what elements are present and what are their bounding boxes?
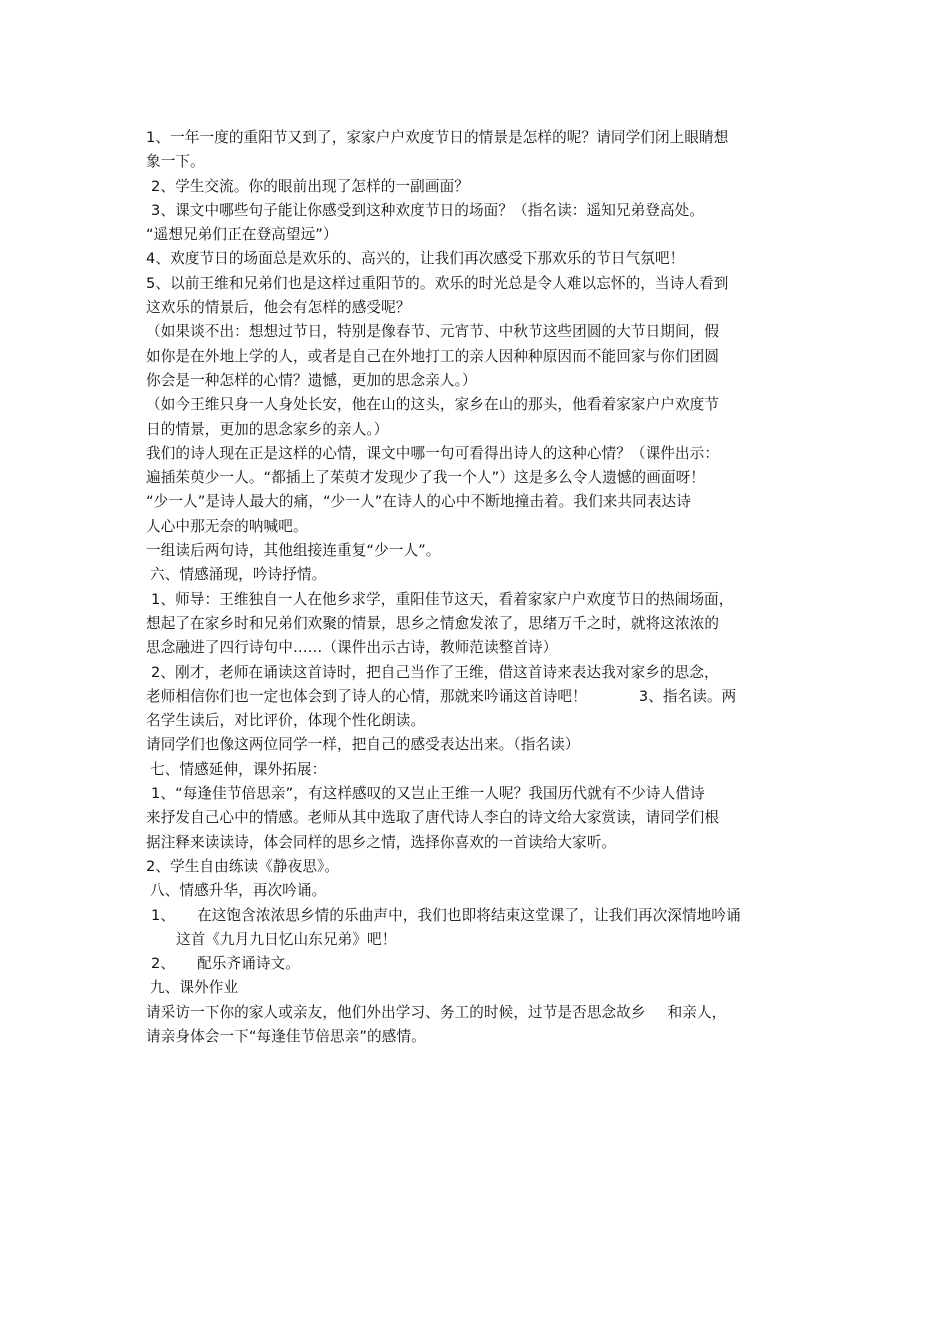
text-line: 如你是在外地上学的人，或者是自己在外地打工的亲人因种种原因而不能回家与你们团圆 <box>146 347 720 365</box>
section-heading: 六、情感涌现，吟诗抒情。 <box>150 566 327 584</box>
text-line: 我们的诗人现在正是这样的心情，课文中哪一句可看得出诗人的这种心情？（课件出示： <box>146 444 720 462</box>
text-line: 日的情景，更加的思念家乡的亲人。） <box>146 420 389 438</box>
list-number: 1、 <box>151 906 176 924</box>
text-line: 2、刚才，老师在诵读这首诗时，把自己当作了王维，借这首诗来表达我对家乡的思念， <box>151 663 719 681</box>
text-line: “遥想兄弟们正在登高望远”） <box>146 226 338 244</box>
text-line: 人心中那无奈的呐喊吧。 <box>146 517 308 535</box>
text-line: 思念融进了四行诗句中……（课件出示古诗，教师范读整首诗） <box>146 639 558 657</box>
text-segment: 请采访一下你的家人或亲友，他们外出学习、务工的时候，过节是否思念故乡 <box>146 1003 646 1021</box>
text-line: 1、师导：王维独自一人在他乡求学，重阳佳节这天，看着家家户户欢度节日的热闹场面， <box>151 590 734 608</box>
text-line: 这首《九月九日忆山东兄弟》吧！ <box>176 930 397 948</box>
text-line: 来抒发自己心中的情感。老师从其中选取了唐代诗人李白的诗文给大家赏读，请同学们根 <box>146 809 720 827</box>
text-line: （如果谈不出：想想过节日，特别是像春节、元宵节、中秋节这些团圆的大节日期间，假 <box>146 323 720 341</box>
text-line <box>146 952 810 976</box>
text-line <box>146 1001 810 1025</box>
text-line: 4、欢度节日的场面总是欢乐的、高兴的，让我们再次感受下那欢乐的节日气氛吧！ <box>146 250 685 268</box>
text-line: 想起了在家乡时和兄弟们欢聚的情景，思乡之情愈发浓了，思绪万千之时，就将这浓浓的 <box>146 614 720 632</box>
text-line: 象一下。 <box>146 153 205 171</box>
text-line: 据注释来读读诗，体会同样的思乡之情，选择你喜欢的一首读给大家听。 <box>146 833 617 851</box>
text-line: 这欢乐的情景后，他会有怎样的感受呢？ <box>146 299 411 317</box>
text-line: 你会是一种怎样的心情？遗憾，更加的思念亲人。） <box>146 371 477 389</box>
section-heading: 七、情感延伸，课外拓展： <box>150 760 327 778</box>
text-segment: 3、指名读。两 <box>638 687 737 705</box>
section-heading: 八、情感升华，再次吟诵。 <box>150 882 327 900</box>
text-line: 3、课文中哪些句子能让你感受到这种欢度节日的场面？（指名读：遥知兄弟登高处。 <box>151 201 705 219</box>
text-line <box>146 904 810 928</box>
text-line: 1、一年一度的重阳节又到了，家家户户欢度节日的情景是怎样的呢？请同学们闭上眼睛想 <box>146 129 729 146</box>
text-segment: 和亲人， <box>667 1003 727 1021</box>
text-line: 5、以前王维和兄弟们也是这样过重阳节的。欢乐的时光总是令人难以忘怀的，当诗人看到 <box>146 274 729 292</box>
text-line: 名学生读后，对比评价，体现个性化朗读。 <box>146 712 426 730</box>
text-segment: 在这饱含浓浓思乡情的乐曲声中，我们也即将结束这堂课了，让我们再次深情地吟诵 <box>197 906 741 924</box>
text-line: 一组读后两句诗，其他组接连重复“少一人”。 <box>146 542 441 560</box>
text-line: 遍插茱萸少一人。“都插上了茱萸才发现少了我一个人”）这是多么令人遗憾的画面呀！ <box>146 469 705 487</box>
document-body <box>146 126 810 1049</box>
text-line: 请同学们也像这两位同学一样，把自己的感受表达出来。（指名读） <box>146 736 580 754</box>
text-line: 1、“每逢佳节倍思亲”，有这样感叹的又岂止王维一人呢？我国历代就有不少诗人借诗 <box>151 785 705 803</box>
text-line: 2、学生自由练读《静夜思》。 <box>146 857 340 875</box>
text-line: （如今王维只身一人身处长安，他在山的这头，家乡在山的那头，他看着家家户户欢度节 <box>146 396 720 414</box>
text-line: “少一人”是诗人最大的痛，“少一人”在诗人的心中不断地撞击着。我们来共同表达诗 <box>146 493 691 511</box>
section-heading: 九、课外作业 <box>150 979 239 997</box>
text-line: 2、学生交流。你的眼前出现了怎样的一副画面？ <box>151 177 469 195</box>
text-line: 请亲身体会一下“每逢佳节倍思亲”的感情。 <box>146 1027 426 1045</box>
list-number: 2、 <box>151 955 176 973</box>
text-segment: 配乐齐诵诗文。 <box>197 955 300 973</box>
text-segment: 老师相信你们也一定也体会到了诗人的心情，那就来吟诵这首诗吧！ <box>146 687 587 705</box>
text-line <box>146 685 810 709</box>
